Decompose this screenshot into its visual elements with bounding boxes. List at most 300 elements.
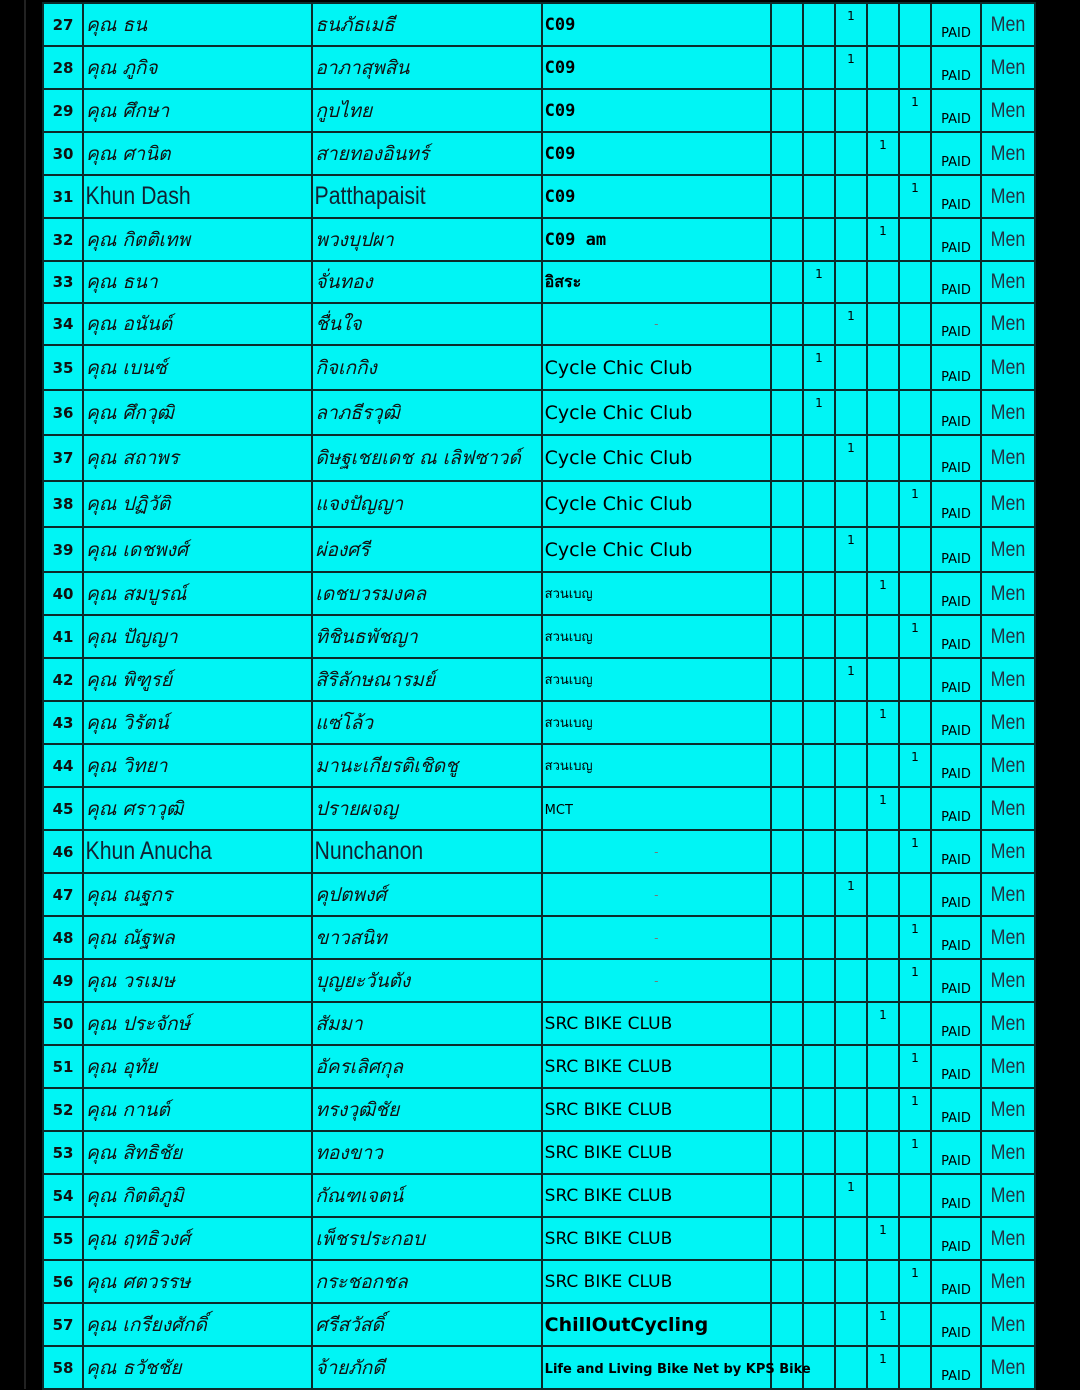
row-number: 43 xyxy=(43,701,83,744)
category-mark-3 xyxy=(835,481,867,527)
category-mark-4 xyxy=(867,1088,899,1131)
last-name: เพ็ชรประกอบ xyxy=(312,1217,541,1260)
gender: Men xyxy=(985,218,1031,261)
last-name: บุญยะวันตัง xyxy=(312,959,541,1002)
club-name: SRC BIKE CLUB xyxy=(544,1185,673,1206)
payment-status: PAID xyxy=(931,46,981,89)
category-mark-4 xyxy=(867,481,899,527)
category-mark-2 xyxy=(803,303,835,345)
row-number: 50 xyxy=(43,1002,83,1045)
category-mark-4 xyxy=(867,830,899,873)
payment-status: PAID xyxy=(931,873,981,916)
club-name: MCT xyxy=(544,803,573,818)
category-mark-5: 1 xyxy=(899,744,931,787)
category-mark-5: 1 xyxy=(899,615,931,658)
last-name: สิริลักษณารมย์ xyxy=(312,658,541,701)
category-mark-5: 1 xyxy=(899,830,931,873)
gender: Men xyxy=(985,89,1031,132)
category-mark-5 xyxy=(899,3,931,46)
first-name: คุณ ศตวรรษ xyxy=(83,1260,312,1303)
gender: Men xyxy=(985,572,1031,615)
last-name: ธนภัธเมธี xyxy=(312,3,541,46)
first-name: คุณ กิตติภูมิ xyxy=(83,1174,312,1217)
club-name: สวนเบญ xyxy=(544,716,593,731)
payment-status: PAID xyxy=(931,1217,981,1260)
category-mark-3 xyxy=(835,89,867,132)
category-mark-2 xyxy=(803,1303,835,1346)
row-number: 37 xyxy=(43,435,83,481)
gender: Men xyxy=(985,1346,1031,1389)
club-cell xyxy=(542,175,771,218)
row-number: 44 xyxy=(43,744,83,787)
category-mark-1 xyxy=(771,261,803,303)
club-cell xyxy=(542,873,771,916)
category-mark-1 xyxy=(771,959,803,1002)
club-name: สวนเบญ xyxy=(544,673,593,688)
first-name: คุณ ศึกษา xyxy=(83,89,312,132)
category-mark-3 xyxy=(835,1088,867,1131)
category-mark-1 xyxy=(771,830,803,873)
row-number: 38 xyxy=(43,481,83,527)
payment-status: PAID xyxy=(931,435,981,481)
category-mark-4 xyxy=(867,89,899,132)
category-mark-1 xyxy=(771,481,803,527)
category-mark-5 xyxy=(899,1002,931,1045)
category-mark-5: 1 xyxy=(899,1260,931,1303)
row-number: 36 xyxy=(43,390,83,435)
club-cell xyxy=(542,744,771,787)
club-name: Cycle Chic Club xyxy=(544,493,693,515)
club-cell xyxy=(542,701,771,744)
club-cell xyxy=(542,1131,771,1174)
category-mark-3: 1 xyxy=(835,3,867,46)
gender: Men xyxy=(985,873,1031,916)
row-number: 54 xyxy=(43,1174,83,1217)
category-mark-2 xyxy=(803,744,835,787)
table-row xyxy=(43,1174,1035,1217)
category-mark-4: 1 xyxy=(867,572,899,615)
first-name: คุณ ปัญญา xyxy=(83,615,312,658)
category-mark-5 xyxy=(899,345,931,390)
first-name: คุณ ณัฐพล xyxy=(83,916,312,959)
table-row xyxy=(43,390,1035,435)
first-name: คุณ วรเมษ xyxy=(83,959,312,1002)
club-name: Cycle Chic Club xyxy=(544,356,693,379)
club-cell xyxy=(542,3,771,46)
last-name: กูบไทย xyxy=(312,89,541,132)
last-name: ขาวสนิท xyxy=(312,916,541,959)
payment-status: PAID xyxy=(931,261,981,303)
club-cell xyxy=(542,132,771,175)
club-cell xyxy=(542,658,771,701)
category-mark-4 xyxy=(867,46,899,89)
category-mark-2 xyxy=(803,787,835,830)
table-row xyxy=(43,959,1035,1002)
table-row xyxy=(43,1260,1035,1303)
category-mark-2 xyxy=(803,3,835,46)
payment-status: PAID xyxy=(931,481,981,527)
table-row xyxy=(43,787,1035,830)
category-mark-1 xyxy=(771,1045,803,1088)
last-name: คุปตพงศ์ xyxy=(312,873,541,916)
category-mark-5 xyxy=(899,527,931,572)
club-name: - xyxy=(654,317,659,331)
category-mark-3 xyxy=(835,787,867,830)
category-mark-5 xyxy=(899,787,931,830)
table-row xyxy=(43,1002,1035,1045)
gender: Men xyxy=(985,1260,1031,1303)
category-mark-2 xyxy=(803,1131,835,1174)
club-cell xyxy=(542,1303,771,1346)
gender: Men xyxy=(985,658,1031,701)
payment-status: PAID xyxy=(931,303,981,345)
category-mark-4: 1 xyxy=(867,787,899,830)
category-mark-3: 1 xyxy=(835,46,867,89)
category-mark-5 xyxy=(899,1303,931,1346)
category-mark-1 xyxy=(771,615,803,658)
category-mark-3: 1 xyxy=(835,435,867,481)
last-name: กิจเกกิง xyxy=(312,345,541,390)
row-number: 31 xyxy=(43,175,83,218)
category-mark-2 xyxy=(803,873,835,916)
category-mark-5 xyxy=(899,873,931,916)
category-mark-5 xyxy=(899,1217,931,1260)
last-name: ดิษฐเชยเดช ณ เลิฟซาวด์ xyxy=(312,435,541,481)
category-mark-1 xyxy=(771,527,803,572)
club-cell xyxy=(542,261,771,303)
table-row xyxy=(43,527,1035,572)
category-mark-3 xyxy=(835,1002,867,1045)
gender: Men xyxy=(985,1088,1031,1131)
last-name: ศรีสวัสดิ์ xyxy=(312,1303,541,1346)
row-number: 40 xyxy=(43,572,83,615)
screen-edge xyxy=(24,0,26,1389)
row-number: 52 xyxy=(43,1088,83,1131)
club-name: Cycle Chic Club xyxy=(544,447,693,469)
gender: Men xyxy=(985,390,1031,435)
payment-status: PAID xyxy=(931,175,981,218)
category-mark-4: 1 xyxy=(867,1002,899,1045)
category-mark-4: 1 xyxy=(867,1346,899,1389)
category-mark-2 xyxy=(803,435,835,481)
table-row xyxy=(43,744,1035,787)
club-cell xyxy=(542,89,771,132)
table-row xyxy=(43,572,1035,615)
category-mark-3 xyxy=(835,218,867,261)
club-name: - xyxy=(654,844,659,859)
category-mark-2 xyxy=(803,959,835,1002)
row-number: 28 xyxy=(43,46,83,89)
club-name: C09 xyxy=(544,186,576,207)
payment-status: PAID xyxy=(931,3,981,46)
category-mark-1 xyxy=(771,916,803,959)
category-mark-3 xyxy=(835,744,867,787)
club-name: SRC BIKE CLUB xyxy=(544,1271,673,1292)
table-row xyxy=(43,658,1035,701)
row-number: 39 xyxy=(43,527,83,572)
club-name: อิสระ xyxy=(544,271,582,291)
last-name: สายทองอินทร์ xyxy=(312,132,541,175)
category-mark-2 xyxy=(803,1002,835,1045)
first-name: Khun Dash xyxy=(83,175,278,218)
row-number: 41 xyxy=(43,615,83,658)
gender: Men xyxy=(985,1002,1031,1045)
club-name: SRC BIKE CLUB xyxy=(544,1056,673,1077)
club-cell xyxy=(542,1217,771,1260)
row-number: 27 xyxy=(43,3,83,46)
row-number: 42 xyxy=(43,658,83,701)
category-mark-3 xyxy=(835,1346,867,1389)
category-mark-5 xyxy=(899,658,931,701)
first-name: คุณ กิตติเทพ xyxy=(83,218,312,261)
category-mark-5: 1 xyxy=(899,481,931,527)
category-mark-4 xyxy=(867,1260,899,1303)
payment-status: PAID xyxy=(931,1174,981,1217)
payment-status: PAID xyxy=(931,959,981,1002)
gender: Men xyxy=(985,1174,1031,1217)
category-mark-5 xyxy=(899,132,931,175)
category-mark-2 xyxy=(803,701,835,744)
category-mark-3 xyxy=(835,261,867,303)
category-mark-1 xyxy=(771,658,803,701)
first-name: คุณ ฤทธิวงศ์ xyxy=(83,1217,312,1260)
last-name: มานะเกียรติเชิดชู xyxy=(312,744,541,787)
table-row xyxy=(43,1131,1035,1174)
category-mark-5: 1 xyxy=(899,1131,931,1174)
gender: Men xyxy=(985,481,1031,527)
last-name: สัมมา xyxy=(312,1002,541,1045)
club-name: SRC BIKE CLUB xyxy=(544,1099,673,1120)
last-name: Nunchanon xyxy=(312,830,507,873)
table-row xyxy=(43,132,1035,175)
category-mark-3 xyxy=(835,390,867,435)
category-mark-3: 1 xyxy=(835,527,867,572)
first-name: คุณ ณฐกร xyxy=(83,873,312,916)
gender: Men xyxy=(985,46,1031,89)
club-name: C09 am xyxy=(544,229,607,250)
first-name: คุณ ธนา xyxy=(83,261,312,303)
category-mark-1 xyxy=(771,218,803,261)
category-mark-2 xyxy=(803,527,835,572)
gender: Men xyxy=(985,175,1031,218)
club-cell xyxy=(542,218,771,261)
club-cell xyxy=(542,46,771,89)
row-number: 30 xyxy=(43,132,83,175)
last-name: เดชบวรมงคล xyxy=(312,572,541,615)
table-row xyxy=(43,89,1035,132)
last-name: กระชอกชล xyxy=(312,1260,541,1303)
payment-status: PAID xyxy=(931,658,981,701)
category-mark-4 xyxy=(867,658,899,701)
category-mark-4 xyxy=(867,435,899,481)
payment-status: PAID xyxy=(931,916,981,959)
payment-status: PAID xyxy=(931,572,981,615)
club-name: C09 xyxy=(544,57,576,78)
first-name: คุณ ศานิต xyxy=(83,132,312,175)
category-mark-2 xyxy=(803,830,835,873)
category-mark-5: 1 xyxy=(899,959,931,1002)
table-body xyxy=(43,3,1035,1389)
category-mark-2 xyxy=(803,218,835,261)
table-row xyxy=(43,615,1035,658)
category-mark-3 xyxy=(835,916,867,959)
gender: Men xyxy=(985,1217,1031,1260)
table-row xyxy=(43,345,1035,390)
first-name: คุณ เดชพงศ์ xyxy=(83,527,312,572)
category-mark-4: 1 xyxy=(867,1303,899,1346)
category-mark-3 xyxy=(835,701,867,744)
registration-table xyxy=(42,2,1036,1390)
gender: Men xyxy=(985,701,1031,744)
table-row xyxy=(43,218,1035,261)
first-name: คุณ สมบูรณ์ xyxy=(83,572,312,615)
last-name: ทิชินธพัชญา xyxy=(312,615,541,658)
club-cell xyxy=(542,390,771,435)
first-name: คุณ กานต์ xyxy=(83,1088,312,1131)
table-row xyxy=(43,830,1035,873)
last-name: ทรงวุฒิชัย xyxy=(312,1088,541,1131)
last-name: ลาภธีรวุฒิ xyxy=(312,390,541,435)
category-mark-2 xyxy=(803,175,835,218)
last-name: ทองขาว xyxy=(312,1131,541,1174)
payment-status: PAID xyxy=(931,132,981,175)
row-number: 58 xyxy=(43,1346,83,1389)
category-mark-2 xyxy=(803,89,835,132)
category-mark-2 xyxy=(803,658,835,701)
gender: Men xyxy=(985,615,1031,658)
first-name: คุณ พิฑูรย์ xyxy=(83,658,312,701)
table-row xyxy=(43,1346,1035,1389)
category-mark-1 xyxy=(771,787,803,830)
category-mark-4: 1 xyxy=(867,701,899,744)
row-number: 51 xyxy=(43,1045,83,1088)
category-mark-4 xyxy=(867,303,899,345)
category-mark-1 xyxy=(771,390,803,435)
category-mark-1 xyxy=(771,572,803,615)
payment-status: PAID xyxy=(931,527,981,572)
category-mark-3 xyxy=(835,830,867,873)
last-name: อัครเลิศกุล xyxy=(312,1045,541,1088)
category-mark-1 xyxy=(771,1260,803,1303)
payment-status: PAID xyxy=(931,744,981,787)
first-name: คุณ วิทยา xyxy=(83,744,312,787)
first-name: คุณ เกรียงศักดิ์ xyxy=(83,1303,312,1346)
club-cell xyxy=(542,615,771,658)
gender: Men xyxy=(985,787,1031,830)
category-mark-1 xyxy=(771,873,803,916)
row-number: 56 xyxy=(43,1260,83,1303)
category-mark-4: 1 xyxy=(867,1217,899,1260)
category-mark-2 xyxy=(803,1217,835,1260)
category-mark-2 xyxy=(803,615,835,658)
gender: Men xyxy=(985,132,1031,175)
table-row xyxy=(43,916,1035,959)
payment-status: PAID xyxy=(931,1045,981,1088)
club-cell xyxy=(542,1045,771,1088)
row-number: 33 xyxy=(43,261,83,303)
category-mark-2 xyxy=(803,481,835,527)
table-row xyxy=(43,1217,1035,1260)
category-mark-5 xyxy=(899,303,931,345)
category-mark-2 xyxy=(803,1174,835,1217)
category-mark-1 xyxy=(771,1131,803,1174)
category-mark-5 xyxy=(899,701,931,744)
first-name: คุณ อนันต์ xyxy=(83,303,312,345)
gender: Men xyxy=(985,916,1031,959)
category-mark-3: 1 xyxy=(835,1174,867,1217)
club-name: ChillOutCycling xyxy=(544,1313,709,1336)
first-name: Khun Anucha xyxy=(83,830,278,873)
gender: Men xyxy=(985,345,1031,390)
category-mark-2 xyxy=(803,46,835,89)
category-mark-4 xyxy=(867,527,899,572)
category-mark-3: 1 xyxy=(835,658,867,701)
club-name: - xyxy=(654,973,659,988)
club-name: สวนเบญ xyxy=(544,587,593,602)
category-mark-1 xyxy=(771,435,803,481)
gender: Men xyxy=(985,435,1031,481)
category-mark-4 xyxy=(867,873,899,916)
category-mark-1 xyxy=(771,1088,803,1131)
category-mark-4 xyxy=(867,615,899,658)
row-number: 35 xyxy=(43,345,83,390)
category-mark-3 xyxy=(835,1131,867,1174)
category-mark-5: 1 xyxy=(899,175,931,218)
gender: Men xyxy=(985,303,1031,345)
category-mark-3 xyxy=(835,345,867,390)
row-number: 46 xyxy=(43,830,83,873)
category-mark-2: 1 xyxy=(803,261,835,303)
category-mark-5 xyxy=(899,390,931,435)
category-mark-4 xyxy=(867,390,899,435)
category-mark-3 xyxy=(835,1303,867,1346)
category-mark-5 xyxy=(899,1346,931,1389)
first-name: คุณ เบนซ์ xyxy=(83,345,312,390)
first-name: คุณ ภูกิจ xyxy=(83,46,312,89)
table-row xyxy=(43,175,1035,218)
row-number: 34 xyxy=(43,303,83,345)
gender: Men xyxy=(985,744,1031,787)
category-mark-4 xyxy=(867,175,899,218)
category-mark-1 xyxy=(771,345,803,390)
category-mark-5 xyxy=(899,1174,931,1217)
gender: Men xyxy=(985,3,1031,46)
table-row xyxy=(43,435,1035,481)
category-mark-5 xyxy=(899,572,931,615)
payment-status: PAID xyxy=(931,1346,981,1389)
gender: Men xyxy=(985,1045,1031,1088)
club-name: - xyxy=(654,930,659,945)
club-cell xyxy=(542,527,771,572)
category-mark-3 xyxy=(835,132,867,175)
row-number: 47 xyxy=(43,873,83,916)
last-name: แจงปัญญา xyxy=(312,481,541,527)
gender: Men xyxy=(985,959,1031,1002)
category-mark-2 xyxy=(803,1088,835,1131)
first-name: คุณ ศราวุฒิ xyxy=(83,787,312,830)
first-name: คุณ ศึกวุฒิ xyxy=(83,390,312,435)
payment-status: PAID xyxy=(931,1131,981,1174)
category-mark-1 xyxy=(771,3,803,46)
last-name: แซ่โล้ว xyxy=(312,701,541,744)
first-name: คุณ อุทัย xyxy=(83,1045,312,1088)
club-name: Cycle Chic Club xyxy=(544,538,693,561)
table-row xyxy=(43,1045,1035,1088)
club-cell xyxy=(542,1346,811,1389)
category-mark-3 xyxy=(835,1217,867,1260)
category-mark-4 xyxy=(867,916,899,959)
last-name: ผ่องศรี xyxy=(312,527,541,572)
